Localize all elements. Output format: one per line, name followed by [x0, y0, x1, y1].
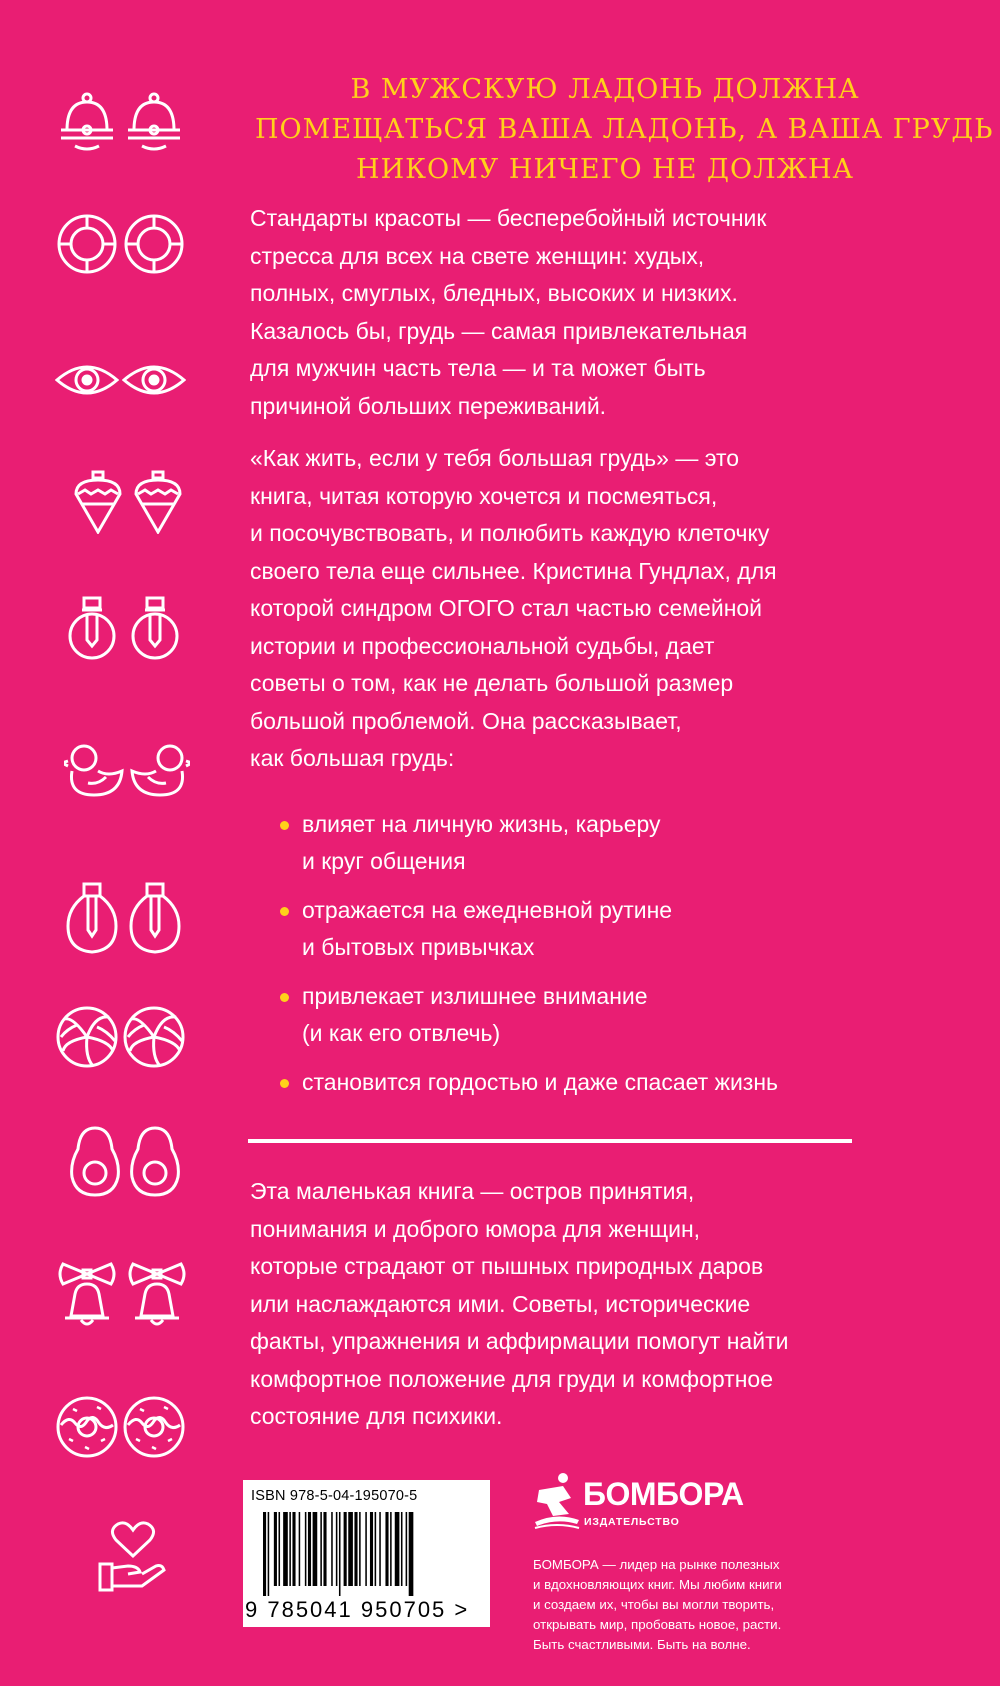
- text-line: которые страдают от пышных природных даров: [250, 1253, 764, 1279]
- duck-icon: [130, 743, 190, 799]
- bow-bell-icon: [127, 1262, 187, 1330]
- barcode-bar: [379, 1512, 381, 1586]
- barcode-bar: [283, 1512, 288, 1586]
- eye-icon: [122, 348, 186, 412]
- logo-subtitle: ИЗДАТЕЛЬСТВО: [584, 1516, 680, 1528]
- bulb-icon: [64, 882, 120, 956]
- surfer-icon: [533, 1472, 581, 1532]
- bullet-list: [280, 806, 920, 1113]
- publisher-logo: [533, 1470, 744, 1540]
- text-line: советы о том, как не делать большой размер: [250, 670, 734, 696]
- text-line: для мужчин часть тела — и та может быть: [250, 355, 706, 381]
- barcode-bars: [263, 1512, 483, 1596]
- list-item: [280, 1064, 920, 1101]
- text-line: Стандарты красоты — бесперебойный источник: [250, 205, 767, 231]
- tagline-line: НИКОМУ НИЧЕГО НЕ ДОЛЖНА: [356, 154, 854, 185]
- logo-name: БОМБОРА: [583, 1476, 744, 1512]
- lifebuoy-icon: [122, 212, 186, 276]
- bullet-line: отражается на ежедневной рутине: [302, 897, 673, 923]
- text-line: истории и профессиональной судьбы, дает: [250, 632, 715, 659]
- duck-icon: [64, 743, 124, 799]
- barcode-bar: [409, 1512, 414, 1596]
- barcode-bar: [406, 1512, 408, 1586]
- barcode-bar: [336, 1512, 338, 1586]
- text-line: БОМБОРА — лидер на рынке полезных: [533, 1557, 780, 1572]
- barcode-bar: [274, 1512, 277, 1586]
- bullet-dot: [280, 907, 289, 916]
- bow-bell-icon: [57, 1262, 117, 1330]
- lightbulb-icon: [128, 596, 182, 660]
- text-line: или наслаждаются ими. Советы, исторические: [250, 1290, 751, 1317]
- donut-icon: [122, 1395, 186, 1459]
- text-line: стресса для всех на свете женщин: худых,: [250, 242, 705, 269]
- barcode-bar: [279, 1512, 281, 1586]
- tagline: [255, 70, 994, 190]
- barcode-bar: [385, 1512, 388, 1586]
- barcode-bar: [308, 1512, 311, 1586]
- barcode-bar: [365, 1512, 367, 1586]
- text-line: Быть счастливыми. Быть на волне.: [533, 1637, 751, 1652]
- barcode-bar: [395, 1512, 400, 1586]
- bullet-line: привлекает излишнее внимание: [302, 983, 648, 1009]
- text-line: своего тела еще сильнее. Кристина Гундлах, для: [250, 557, 777, 584]
- barcode-bar: [375, 1512, 377, 1586]
- ean-digits: 9 785041 950705 >: [245, 1597, 470, 1622]
- text-line: книга, читая которую хочется и посмеяться,: [250, 482, 718, 509]
- barcode-bar: [348, 1512, 353, 1586]
- barcode-bar: [344, 1512, 347, 1586]
- text-line: причиной больших переживаний.: [250, 392, 607, 419]
- barcode-bar: [401, 1512, 403, 1586]
- text-line: как большая грудь:: [250, 745, 455, 771]
- text-line: большой проблемой. Она рассказывает,: [250, 707, 682, 734]
- barcode-bar: [313, 1512, 318, 1586]
- description-paragraph: [250, 440, 900, 778]
- text-line: комфортное положение для груди и комфортное: [250, 1365, 773, 1392]
- barcode-bar: [331, 1512, 333, 1586]
- tagline-line: В МУЖСКУЮ ЛАДОНЬ ДОЛЖНА: [350, 74, 860, 105]
- barcode-bar: [292, 1512, 295, 1586]
- heart-hand-icon: [98, 1520, 168, 1592]
- barcode: [243, 1480, 490, 1627]
- list-item: [280, 892, 920, 966]
- bulb-icon: [127, 882, 183, 956]
- barcode-bar: [299, 1512, 301, 1586]
- text-line: и создаем их, чтобы вы могли творить,: [533, 1597, 775, 1612]
- text-line: и вдохновляющих книг. Мы любим книги: [533, 1577, 782, 1592]
- text-line: и посочувствовать, и полюбить каждую клеточку: [250, 520, 770, 546]
- ornament-icon: [73, 470, 123, 534]
- bullet-line: и бытовых привычках: [302, 934, 535, 960]
- barcode-bar: [359, 1512, 361, 1586]
- bell-icon: [122, 90, 186, 154]
- icon-column: [0, 0, 210, 1686]
- list-item: [280, 806, 920, 880]
- bullet-line: влияет на личную жизнь, карьеру: [302, 811, 661, 837]
- publisher-description: [533, 1555, 973, 1655]
- bullet-dot: [280, 821, 289, 830]
- text-line: понимания и доброго юмора для женщин,: [250, 1215, 701, 1242]
- bullet-line: (и как его отвлечь): [302, 1020, 501, 1046]
- bullet-line: и круг общения: [302, 848, 466, 874]
- donut-icon: [55, 1395, 119, 1459]
- text-line: которой синдром ОГОГО стал частью семейной: [250, 595, 763, 621]
- bullet-line: становится гордостью и даже спасает жизнь: [302, 1069, 779, 1095]
- bullet-dot: [280, 1079, 289, 1088]
- eye-icon: [55, 348, 119, 412]
- barcode-bar: [323, 1512, 326, 1586]
- barcode-bar: [263, 1512, 266, 1596]
- divider: [248, 1139, 852, 1143]
- text-line: открывать мир, пробовать новое, расти.: [533, 1617, 782, 1632]
- volleyball-icon: [122, 1005, 186, 1069]
- volleyball-icon: [55, 1005, 119, 1069]
- avocado-icon: [68, 1125, 122, 1197]
- barcode-bar: [390, 1512, 392, 1586]
- barcode-bar: [339, 1512, 341, 1596]
- barcode-bar: [268, 1512, 270, 1596]
- isbn-label: ISBN 978-5-04-195070-5: [251, 1488, 418, 1504]
- text-line: Казалось бы, грудь — самая привлекательная: [250, 317, 748, 344]
- intro-paragraph: [250, 200, 900, 425]
- text-line: факты, упражнения и аффирмации помогут найти: [250, 1328, 789, 1354]
- bell-icon: [55, 90, 119, 154]
- ornament-icon: [133, 470, 183, 534]
- list-item: [280, 978, 920, 1052]
- barcode-bar: [370, 1512, 373, 1586]
- avocado-icon: [128, 1125, 182, 1197]
- text-line: состояние для психики.: [250, 1403, 503, 1429]
- lifebuoy-icon: [55, 212, 119, 276]
- bullet-dot: [280, 993, 289, 1002]
- text-line: Эта маленькая книга — остров принятия,: [250, 1178, 695, 1204]
- text-line: «Как жить, если у тебя большая грудь» — это: [250, 445, 740, 471]
- barcode-bar: [354, 1512, 357, 1586]
- closing-paragraph: [250, 1173, 900, 1436]
- text-line: полных, смуглых, бледных, высоких и низких.: [250, 280, 738, 306]
- lightbulb-icon: [65, 596, 119, 660]
- tagline-line: ПОМЕЩАТЬСЯ ВАША ЛАДОНЬ, А ВАША ГРУДЬ: [255, 114, 994, 145]
- barcode-bar: [289, 1512, 291, 1586]
- barcode-bar: [320, 1512, 322, 1586]
- barcode-bar: [305, 1512, 307, 1586]
